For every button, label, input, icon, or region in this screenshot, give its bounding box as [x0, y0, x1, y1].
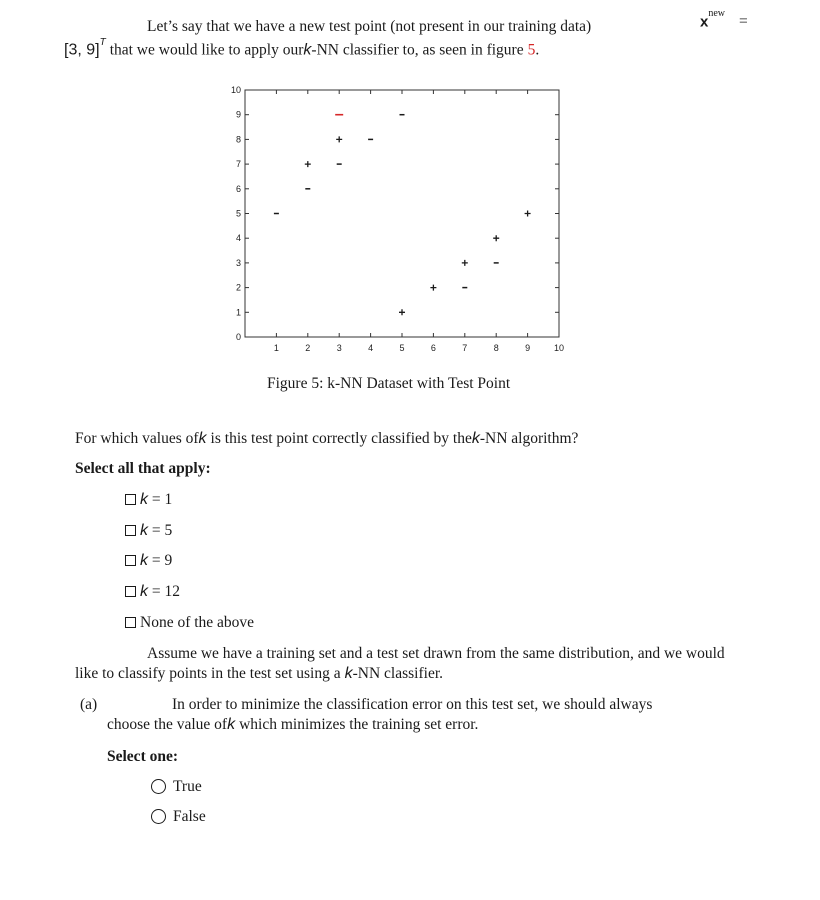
option-k-5[interactable]	[125, 522, 172, 540]
plus-point	[462, 260, 468, 266]
plus-point	[399, 309, 405, 315]
figure-reference-link[interactable]: 5	[527, 41, 536, 59]
intro-text-b: -NN classifier to, as seen in figure	[311, 41, 524, 59]
option-k-12[interactable]	[125, 583, 180, 601]
intro-text-c: .	[535, 41, 540, 59]
x-tick-label: 1	[273, 343, 279, 353]
figure-caption: Figure 5: k-NN Dataset with Test Point	[267, 375, 511, 392]
option-k-1[interactable]	[125, 491, 172, 509]
q1-prompt-b: is this test point correctly classified by the	[210, 430, 472, 447]
plot-frame	[245, 90, 559, 337]
x-tick-label: 4	[368, 343, 374, 353]
q2-text-line-1: In order to minimize the classification error on this test set, we should always	[172, 696, 653, 713]
radio-button[interactable]	[151, 809, 166, 824]
q1-prompt-c: -NN algorithm?	[479, 430, 579, 447]
knn-scatter-chart	[220, 82, 580, 357]
y-tick-label: 0	[235, 332, 241, 342]
x-tick-label: 3	[336, 343, 342, 353]
vector-value: [3, 9]	[64, 41, 100, 59]
checkbox[interactable]	[125, 586, 136, 597]
intro-text-a: that we would like to apply our	[109, 41, 304, 59]
q2-instruction: Select one:	[107, 748, 179, 765]
y-tick-label: 4	[235, 233, 241, 244]
checkbox[interactable]	[125, 494, 136, 505]
y-tick-label: 5	[235, 208, 241, 219]
y-tick-label: 9	[235, 109, 241, 120]
y-tick-label: 10	[230, 85, 241, 95]
plus-point	[305, 161, 311, 167]
option-k-symbol: k	[140, 491, 148, 508]
option-k-symbol: k	[140, 552, 148, 569]
option-label: = 9	[151, 552, 173, 569]
option-k-symbol: k	[140, 522, 148, 539]
x-tick-label: 7	[462, 343, 468, 353]
checkbox[interactable]	[125, 525, 136, 536]
q1-instruction: Select all that apply:	[75, 460, 211, 477]
option-label: = 12	[151, 583, 180, 600]
x-new-equals: =	[739, 13, 748, 31]
q2-text-b: choose the value of	[107, 716, 228, 733]
q2-intro-line-2	[75, 665, 443, 683]
radio-button[interactable]	[151, 779, 166, 794]
option-label: = 1	[151, 491, 173, 508]
option-true[interactable]	[151, 778, 202, 796]
x-new-notation	[700, 8, 748, 31]
option-label: True	[173, 778, 202, 795]
q1-k-symbol: k	[198, 430, 207, 447]
x-tick-label: 2	[305, 343, 311, 353]
intro-line-2	[64, 37, 540, 59]
q2-text-line-2	[107, 716, 478, 734]
q1-prompt	[75, 430, 578, 448]
option-false[interactable]	[151, 808, 206, 826]
y-tick-label: 2	[235, 282, 241, 293]
y-tick-label: 6	[235, 183, 241, 194]
x-tick-label: 10	[553, 343, 565, 353]
option-label: = 5	[151, 522, 173, 539]
plus-point	[430, 285, 436, 291]
plus-point	[525, 211, 531, 217]
x-tick-label: 5	[399, 343, 405, 353]
q1-prompt-a: For which values of	[75, 430, 199, 447]
x-tick-label: 9	[525, 343, 531, 353]
y-tick-label: 1	[235, 307, 241, 318]
option-k-symbol: k	[140, 583, 148, 600]
plus-point	[336, 136, 342, 142]
plus-point	[493, 235, 499, 241]
y-tick-label: 7	[235, 159, 241, 170]
checkbox[interactable]	[125, 617, 136, 628]
option-label: None of the above	[140, 614, 255, 631]
q2-k-symbol: k	[344, 665, 353, 682]
vector-transpose: T	[99, 37, 106, 48]
option-none-of-the-above[interactable]	[125, 614, 254, 632]
x-tick-label: 6	[430, 343, 436, 353]
y-tick-label: 3	[235, 257, 241, 268]
q2-text-c: which minimizes the training set error.	[239, 716, 479, 733]
q2-intro-c: -NN classifier.	[352, 665, 444, 682]
q2-intro-b: like to classify points in the test set using a	[75, 665, 341, 682]
x-new-base: x	[700, 13, 709, 31]
checkbox[interactable]	[125, 555, 136, 566]
intro-line-1: Let’s say that we have a new test point (not present in our training data)	[147, 18, 592, 35]
k-symbol: k	[303, 41, 312, 59]
q1-k-symbol-2: k	[471, 430, 480, 447]
y-tick-label: 8	[235, 134, 241, 145]
q2-intro-line-1: Assume we have a training set and a test set drawn from the same distribution, and we would	[147, 645, 725, 662]
q2-part-label: (a)	[80, 696, 98, 713]
x-tick-label: 8	[493, 343, 499, 353]
x-new-superscript: new	[708, 8, 726, 19]
option-k-9[interactable]	[125, 552, 172, 570]
q2-k-symbol-2: k	[227, 716, 236, 733]
option-label: False	[173, 808, 206, 825]
